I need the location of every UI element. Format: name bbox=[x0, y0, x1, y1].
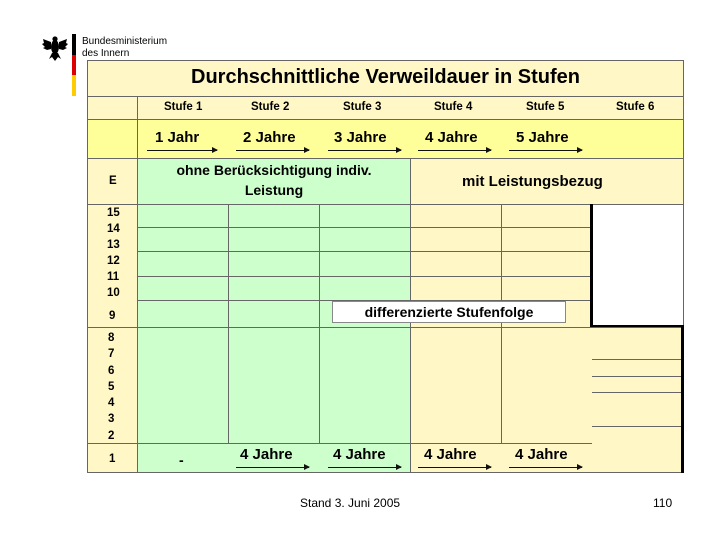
grade-label: 2 bbox=[108, 429, 115, 442]
bottom-duration-3: 4 Jahre bbox=[424, 446, 477, 463]
middle-label: differenzierte Stufenfolge bbox=[364, 304, 534, 320]
left-section-header: ohne Berücksichtigung indiv. Leistung bbox=[176, 162, 372, 198]
slide-title: Durchschnittliche Verweildauer in Stufen bbox=[191, 66, 580, 88]
grade-9-label: 9 bbox=[109, 310, 116, 322]
flag-stripe bbox=[72, 34, 76, 96]
bottom-duration-4: 4 Jahre bbox=[515, 446, 568, 463]
arrow-5 bbox=[509, 150, 582, 151]
stufe-3-label: Stufe 3 bbox=[343, 101, 382, 113]
grade-label: 15 bbox=[107, 207, 120, 219]
grades-lower-column bbox=[108, 330, 136, 444]
bottom-arrow-3 bbox=[418, 467, 491, 468]
bottom-arrow-1 bbox=[236, 467, 309, 468]
federal-eagle-icon bbox=[42, 34, 68, 62]
bottom-duration-2: 4 Jahre bbox=[333, 446, 386, 463]
arrow-2 bbox=[236, 150, 309, 151]
grade-label: 8 bbox=[108, 332, 115, 344]
bottom-duration-1: 4 Jahre bbox=[240, 446, 293, 463]
footer-date: Stand 3. Juni 2005 bbox=[300, 496, 401, 510]
duration-3: 3 Jahre bbox=[334, 129, 387, 146]
arrow-3 bbox=[328, 150, 401, 151]
stufe-2-label: Stufe 2 bbox=[251, 101, 290, 113]
grade-label: 7 bbox=[108, 348, 115, 361]
duration-1: 1 Jahr bbox=[155, 129, 200, 146]
grade-label: 13 bbox=[107, 239, 120, 251]
stufe-5-label: Stufe 5 bbox=[526, 101, 565, 113]
e-label: E bbox=[109, 175, 117, 187]
page-number: 110 bbox=[653, 496, 673, 510]
grade-label: 14 bbox=[107, 223, 120, 235]
stufe-1-label: Stufe 1 bbox=[164, 101, 203, 113]
stufe-4-label: Stufe 4 bbox=[434, 101, 473, 113]
bottom-dash: - bbox=[179, 452, 184, 468]
bottom-arrow-2 bbox=[328, 467, 401, 468]
green-grid-area bbox=[137, 204, 410, 472]
ministry-line-2: des Innern bbox=[82, 48, 130, 59]
grade-label: 10 bbox=[107, 287, 120, 299]
arrow-1 bbox=[147, 150, 217, 151]
bottom-arrow-4 bbox=[509, 467, 582, 468]
duration-5: 5 Jahre bbox=[516, 129, 569, 146]
grade-label: 4 bbox=[108, 397, 115, 410]
arrow-4 bbox=[418, 150, 491, 151]
ministry-line-1: Bundesministerium bbox=[82, 36, 168, 47]
right-section-header: mit Leistungsbezug bbox=[462, 173, 603, 190]
grade-label: 12 bbox=[107, 255, 120, 267]
grade-label: 6 bbox=[108, 364, 115, 377]
grade-label: 3 bbox=[108, 413, 115, 426]
duration-2: 2 Jahre bbox=[243, 129, 296, 146]
stufe-6-label: Stufe 6 bbox=[616, 101, 655, 113]
grade-label: 11 bbox=[107, 271, 120, 283]
ministry-name bbox=[82, 36, 167, 60]
grade-1-label: 1 bbox=[109, 453, 116, 465]
differenzierte-stufenfolge-box bbox=[332, 301, 566, 323]
grades-upper-column bbox=[107, 205, 135, 301]
duration-4: 4 Jahre bbox=[425, 129, 478, 146]
grade-label: 5 bbox=[108, 380, 115, 393]
white-upper-box bbox=[592, 204, 683, 326]
